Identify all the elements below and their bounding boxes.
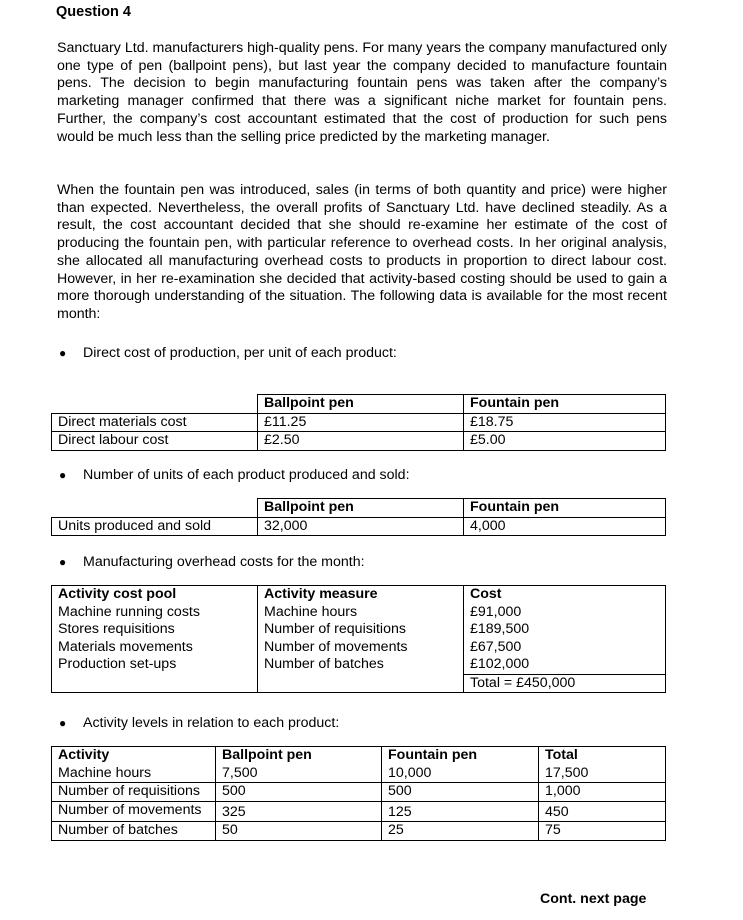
column-header: Ballpoint pen — [258, 499, 464, 518]
row-label: Number of movements — [52, 801, 216, 822]
table-cell: £189,500 — [464, 621, 666, 639]
table-header-row — [52, 395, 666, 414]
table-cell: £91,000 — [464, 604, 666, 622]
table-cell: 1,000 — [539, 783, 666, 802]
table-cell: Number of movements — [258, 639, 464, 657]
table-header-row — [52, 586, 666, 604]
column-header: Activity measure — [258, 586, 464, 604]
table-row — [52, 621, 666, 639]
table-cell: £11.25 — [258, 413, 464, 432]
table-total-row — [52, 674, 666, 693]
row-label: Production set-ups — [52, 656, 258, 674]
bullet-dot-icon: ● — [59, 468, 67, 482]
row-label: Number of batches — [52, 822, 216, 841]
column-header: Cost — [464, 586, 666, 604]
table-cell: 325 — [216, 801, 382, 822]
table-cell: 4,000 — [464, 517, 666, 536]
total-cell: Total = £450,000 — [464, 674, 666, 693]
column-header: Fountain pen — [464, 395, 666, 414]
table-cell: 500 — [216, 783, 382, 802]
table-cell: 25 — [382, 822, 539, 841]
column-header: Activity — [52, 747, 216, 765]
column-header: Ballpoint pen — [216, 747, 382, 765]
table-row — [52, 822, 666, 841]
paragraph-situation: When the fountain pen was introduced, sales (in terms of both quantity and price) were higher than expected. Nevertheless, the overall profits of Sanctuary Ltd. have declined steadily. As a result, the cost accountant decided that she should re-examine her estimate of the cost of producing the fountain pen, with particular reference to overhead costs. In her original analysis, she allocated all manufacturing overhead costs to products in proportion to direct labour cost. However, in her re-examination she decided that activity-based costing should be used to gain a more thorough understanding of the situation. The following data is available for the most recent month: — [57, 182, 667, 322]
table-cell: 32,000 — [258, 517, 464, 536]
question-heading: Question 4 — [56, 4, 131, 20]
table-cell: £2.50 — [258, 432, 464, 451]
continued-note: Cont. next page — [540, 891, 647, 907]
table-cell: £67,500 — [464, 639, 666, 657]
table-row — [52, 783, 666, 802]
row-label: Units produced and sold — [52, 517, 258, 536]
column-header: Fountain pen — [382, 747, 539, 765]
row-label: Direct materials cost — [52, 413, 258, 432]
row-label: Number of requisitions — [52, 783, 216, 802]
row-label: Stores requisitions — [52, 621, 258, 639]
table-row — [52, 413, 666, 432]
table-cell: 50 — [216, 822, 382, 841]
table-cell: 17,500 — [539, 765, 666, 783]
table-cell: Machine hours — [258, 604, 464, 622]
row-label: Machine hours — [52, 765, 216, 783]
table-row — [52, 639, 666, 657]
table-cell: 10,000 — [382, 765, 539, 783]
overhead-cost-table — [51, 585, 666, 693]
column-header: Fountain pen — [464, 499, 666, 518]
table-row — [52, 604, 666, 622]
table-row — [52, 801, 666, 822]
bullet-dot-icon: ● — [59, 346, 67, 360]
table-header-row — [52, 747, 666, 765]
table-cell: £102,000 — [464, 656, 666, 674]
row-label: Direct labour cost — [52, 432, 258, 451]
table-row — [52, 765, 666, 783]
table-row — [52, 432, 666, 451]
table-cell: 75 — [539, 822, 666, 841]
table-cell: £18.75 — [464, 413, 666, 432]
row-label: Machine running costs — [52, 604, 258, 622]
table-cell: Number of batches — [258, 656, 464, 674]
paragraph-intro: Sanctuary Ltd. manufacturers high-quality pens. For many years the company manufactured only one type of pen (ballpoint pens), but last year the company decided to manufacture fountain pens. The decision to begin manufacturing fountain pens was taken after the company’s marketing manager confirmed that there was a significant niche market for fountain pens. Further, the company’s cost accountant estimated that the cost of production for such pens would be much less than the selling price predicted by the marketing manager. — [57, 40, 667, 145]
activity-levels-table — [51, 746, 666, 841]
table-row — [52, 656, 666, 674]
direct-cost-table — [51, 394, 666, 451]
table-cell: 125 — [382, 801, 539, 822]
table-cell: £5.00 — [464, 432, 666, 451]
table-header-row — [52, 499, 666, 518]
table-cell: 450 — [539, 801, 666, 822]
units-table — [51, 498, 666, 536]
row-label: Materials movements — [52, 639, 258, 657]
column-header: Ballpoint pen — [258, 395, 464, 414]
document-page: Question 4 Sanctuary Ltd. manufacturers high-quality pens. For many years the company manufactured only one type of pen (ballpoint pens), but last year the company decided to manufacture fountain pens. The decision to begin manufacturing fountain pens was taken after the company’s marketing manager confirmed that there was a significant niche market for fountain pens. Further, the company’s cost accountant estimated that the cost of production for such pens would be much less than the selling price predicted by the marketing manager. When the fountain pen was introduced, sales (in terms of both quantity and price) were higher than expected. Nevertheless, the overall profits of Sanctuary Ltd. have declined steadily. As a result, the cost accountant decided that she should re-examine her estimate of the cost of producing the fountain pen, with particular reference to overhead costs. In her original analysis, she allocated all manufacturing overhead costs to products in proportion to direct labour cost. However, in her re-examination she decided that activity-based costing should be used to gain a more thorough understanding of the situation. The following data is available for the most recent month: ● Direct cost of production, per unit of each product: Ballpoint pen Fountain pen Direct materials cost £11.25 £18.75 Direct labour cost £2.50 £5.00 ● Number of units of each product produced and sold: Ballpoint pen Fountain pen Units produced and sold 32,000 4,000 ● Manufacturing overhead costs for the month: Activity cost pool Activity measure Cost Machine running costs Machine hours £91,000 Stores requisitions Number of requisitions £189,500 Materials movements Number of movements £67,500 Production set-ups Number of batches £102,000 Total = £450,000 ● Activity levels in relation to each product: Activity Ballpoint pen Fountain pen Total Machine hours 7,500 10,000 17,500 Number of requisitions 500 500 1,000 Number of movements 325 125 450 Number of batches 50 25 75 Cont. next page — [0, 0, 743, 920]
column-header: Total — [539, 747, 666, 765]
bullet-dot-icon: ● — [59, 555, 67, 569]
bullet-dot-icon: ● — [59, 716, 67, 730]
column-header: Activity cost pool — [52, 586, 258, 604]
table-row — [52, 517, 666, 536]
table-cell: 500 — [382, 783, 539, 802]
table-cell: 7,500 — [216, 765, 382, 783]
table-cell: Number of requisitions — [258, 621, 464, 639]
